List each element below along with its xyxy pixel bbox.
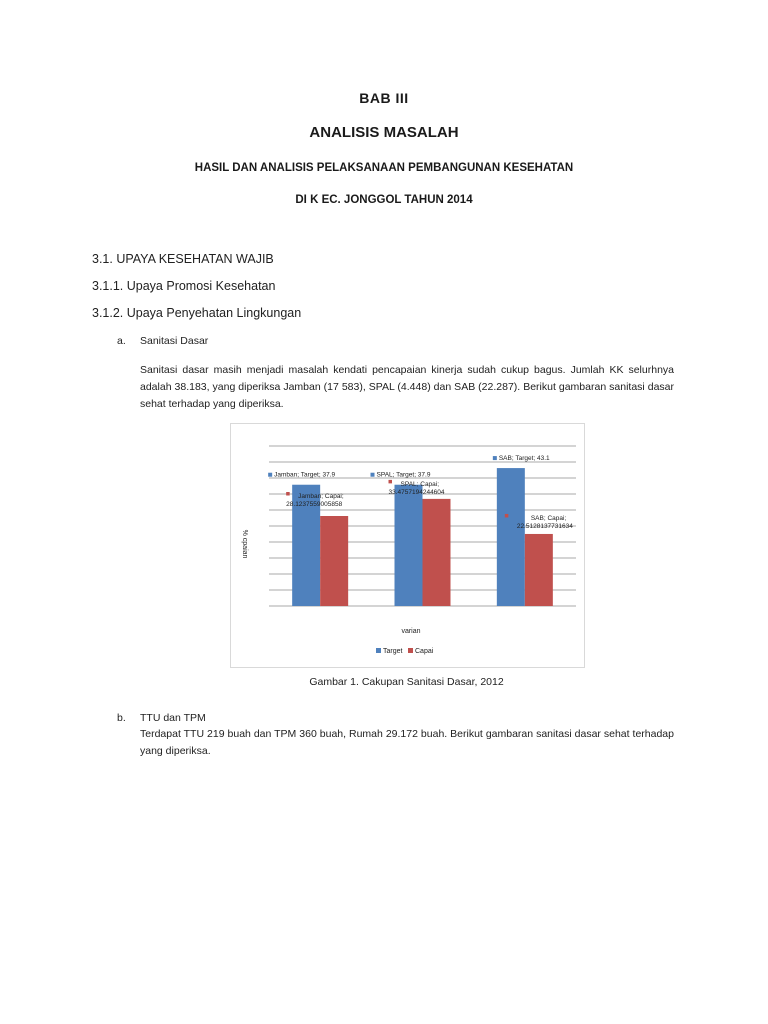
chapter-subtitle-location: DI K EC. JONGGOL TAHUN 2014 xyxy=(295,194,473,206)
section-heading-3-1: 3.1. UPAYA KESEHATAN WAJIB xyxy=(92,252,274,266)
item-a-letter: a. xyxy=(117,335,126,347)
marker-capai-spal xyxy=(389,480,393,484)
data-label-capai-jamban-line1: Jamban; Capai; xyxy=(298,493,344,501)
data-label-capai-spal-line1: SPAL; Capai; xyxy=(400,480,440,488)
marker-target-sab xyxy=(493,456,497,460)
bar-target-sab xyxy=(497,468,525,606)
legend-label-capai: Capai xyxy=(415,648,434,655)
data-label-capai-spal-line2: 33.4757194244604 xyxy=(388,488,445,496)
x-axis-title: varian xyxy=(401,628,421,635)
data-label-capai-sab-line2: 22.5128137731634 xyxy=(516,522,573,530)
section-heading-3-1-1: 3.1.1. Upaya Promosi Kesehatan xyxy=(92,279,276,293)
item-b-letter: b. xyxy=(117,712,126,724)
item-b-title: TTU dan TPM xyxy=(140,712,206,724)
section-heading-3-1-2: 3.1.2. Upaya Penyehatan Lingkungan xyxy=(92,306,302,320)
chapter-title: ANALISIS MASALAH xyxy=(309,124,459,141)
chapter-heading: BAB III xyxy=(359,90,409,106)
y-axis-title: % cpaian xyxy=(241,529,248,559)
legend-label-target: Target xyxy=(383,648,403,655)
legend-swatch-target xyxy=(376,648,381,653)
marker-capai-sab xyxy=(505,514,509,518)
item-b-paragraph: Terdapat TTU 219 buah dan TPM 360 buah, Rumah 29.172 buah. Berikut gambaran sanitasi dasar sehat terhadap yang diperiksa. xyxy=(140,728,674,757)
chapter-subtitle: HASIL DAN ANALISIS PELAKSANAAN PEMBANGUNAN KESEHATAN xyxy=(194,162,574,174)
data-label-capai-sab-line1: SAB; Capai; xyxy=(530,514,567,522)
figure-caption: Gambar 1. Cakupan Sanitasi Dasar, 2012 xyxy=(309,676,504,688)
data-label-target-jamban: Jamban; Target; 37.9 xyxy=(274,471,336,479)
bar-capai-spal xyxy=(423,499,451,606)
bar-capai-sab xyxy=(525,534,553,606)
data-label-target-sab: SAB; Target; 43.1 xyxy=(498,455,550,463)
marker-target-jamban xyxy=(268,473,272,477)
marker-capai-jamban xyxy=(286,492,290,496)
item-a-paragraph: Sanitasi dasar masih menjadi masalah kendati pencapaian kinerja sudah cukup bagus. Jumlah KK selurhnya adalah 38.183, yang diperiksa Jamban (17 583), SPAL (4.448) dan SAB (22.287). Berikut gambaran sanitasi dasar sehat terhadap yang diperiksa. xyxy=(140,364,674,410)
data-label-capai-jamban-line2: 28.1237559005858 xyxy=(286,501,343,509)
sanitation-chart xyxy=(230,423,585,668)
item-a-title: Sanitasi Dasar xyxy=(140,335,209,347)
bar-target-spal xyxy=(395,485,423,606)
marker-target-spal xyxy=(371,473,375,477)
legend-swatch-capai xyxy=(408,648,413,653)
data-label-target-spal: SPAL; Target; 37.9 xyxy=(376,471,431,479)
chart-svg xyxy=(231,424,584,667)
bar-capai-jamban xyxy=(320,516,348,606)
